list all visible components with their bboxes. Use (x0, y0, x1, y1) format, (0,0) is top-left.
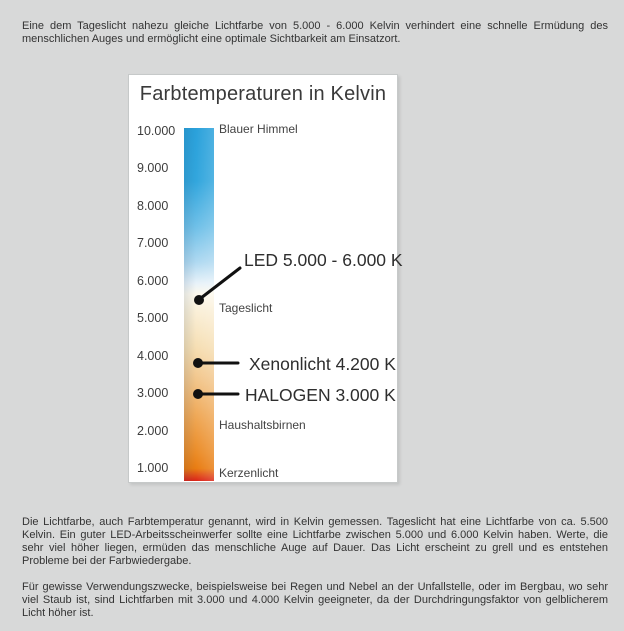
kelvin-gradient-bar (184, 128, 214, 481)
label-tageslicht: Tageslicht (219, 301, 273, 315)
annotation-xenonlicht: Xenonlicht 4.200 K (249, 354, 396, 374)
label-kerzenlicht: Kerzenlicht (219, 466, 279, 480)
annotation-halogen: HALOGEN 3.000 K (245, 385, 396, 405)
kelvin-figure-panel (128, 74, 403, 483)
intro-paragraph: Eine dem Tageslicht nahezu gleiche Lichtfarbe von 5.000 - 6.000 Kelvin verhindert eine schnelle Ermüdung des menschlichen Auges und ermöglicht eine optimale Sichtbarkeit am Einsatzort. (22, 20, 608, 45)
body-paragraph-1: Die Lichtfarbe, auch Farbtemperatur genannt, wird in Kelvin gemessen. Tageslicht hat eine Lichtfarbe von ca. 5.500 Kelvin. Ein guter LED-Arbeitsscheinwerfer sollte eine Lichtfarbe zwischen 5.000 und 6.000 Kelvin haben. Werte, die sehr viel höher liegen, ermüden das menschliche Auge auf Dauer. Das Licht erscheint zu grell und es entstehen Probleme bei der Farbwiedergabe. (22, 516, 608, 567)
figure-title: Farbtemperaturen in Kelvin (139, 83, 387, 105)
tick-2000: 2.000 (137, 423, 169, 438)
tick-1000: 1.000 (137, 460, 169, 475)
label-haushaltsbirnen: Haushaltsbirnen (219, 418, 306, 432)
label-blauer-himmel: Blauer Himmel (219, 122, 298, 136)
tick-10000: 10.000 (137, 124, 176, 138)
tick-7000: 7.000 (137, 236, 169, 251)
tick-8000: 8.000 (137, 198, 169, 213)
tick-9000: 9.000 (137, 161, 169, 176)
tick-4000: 4.000 (137, 348, 169, 363)
kelvin-scale-ticks (137, 124, 181, 475)
tick-5000: 5.000 (137, 311, 169, 326)
tick-3000: 3.000 (137, 386, 169, 401)
body-paragraph-2: Für gewisse Verwendungszwecke, beispielsweise bei Regen und Nebel an der Unfallstelle, oder im Bergbau, wo sehr viel Staub ist, sind Lichtfarben mit 3.000 und 4.000 Kelvin geeigneter, da der Durchdringungsfaktor von gelblicherem Licht höher ist. (22, 581, 608, 619)
body-text (22, 516, 608, 620)
annotation-led: LED 5.000 - 6.000 K (244, 250, 403, 270)
tick-6000: 6.000 (137, 273, 169, 288)
